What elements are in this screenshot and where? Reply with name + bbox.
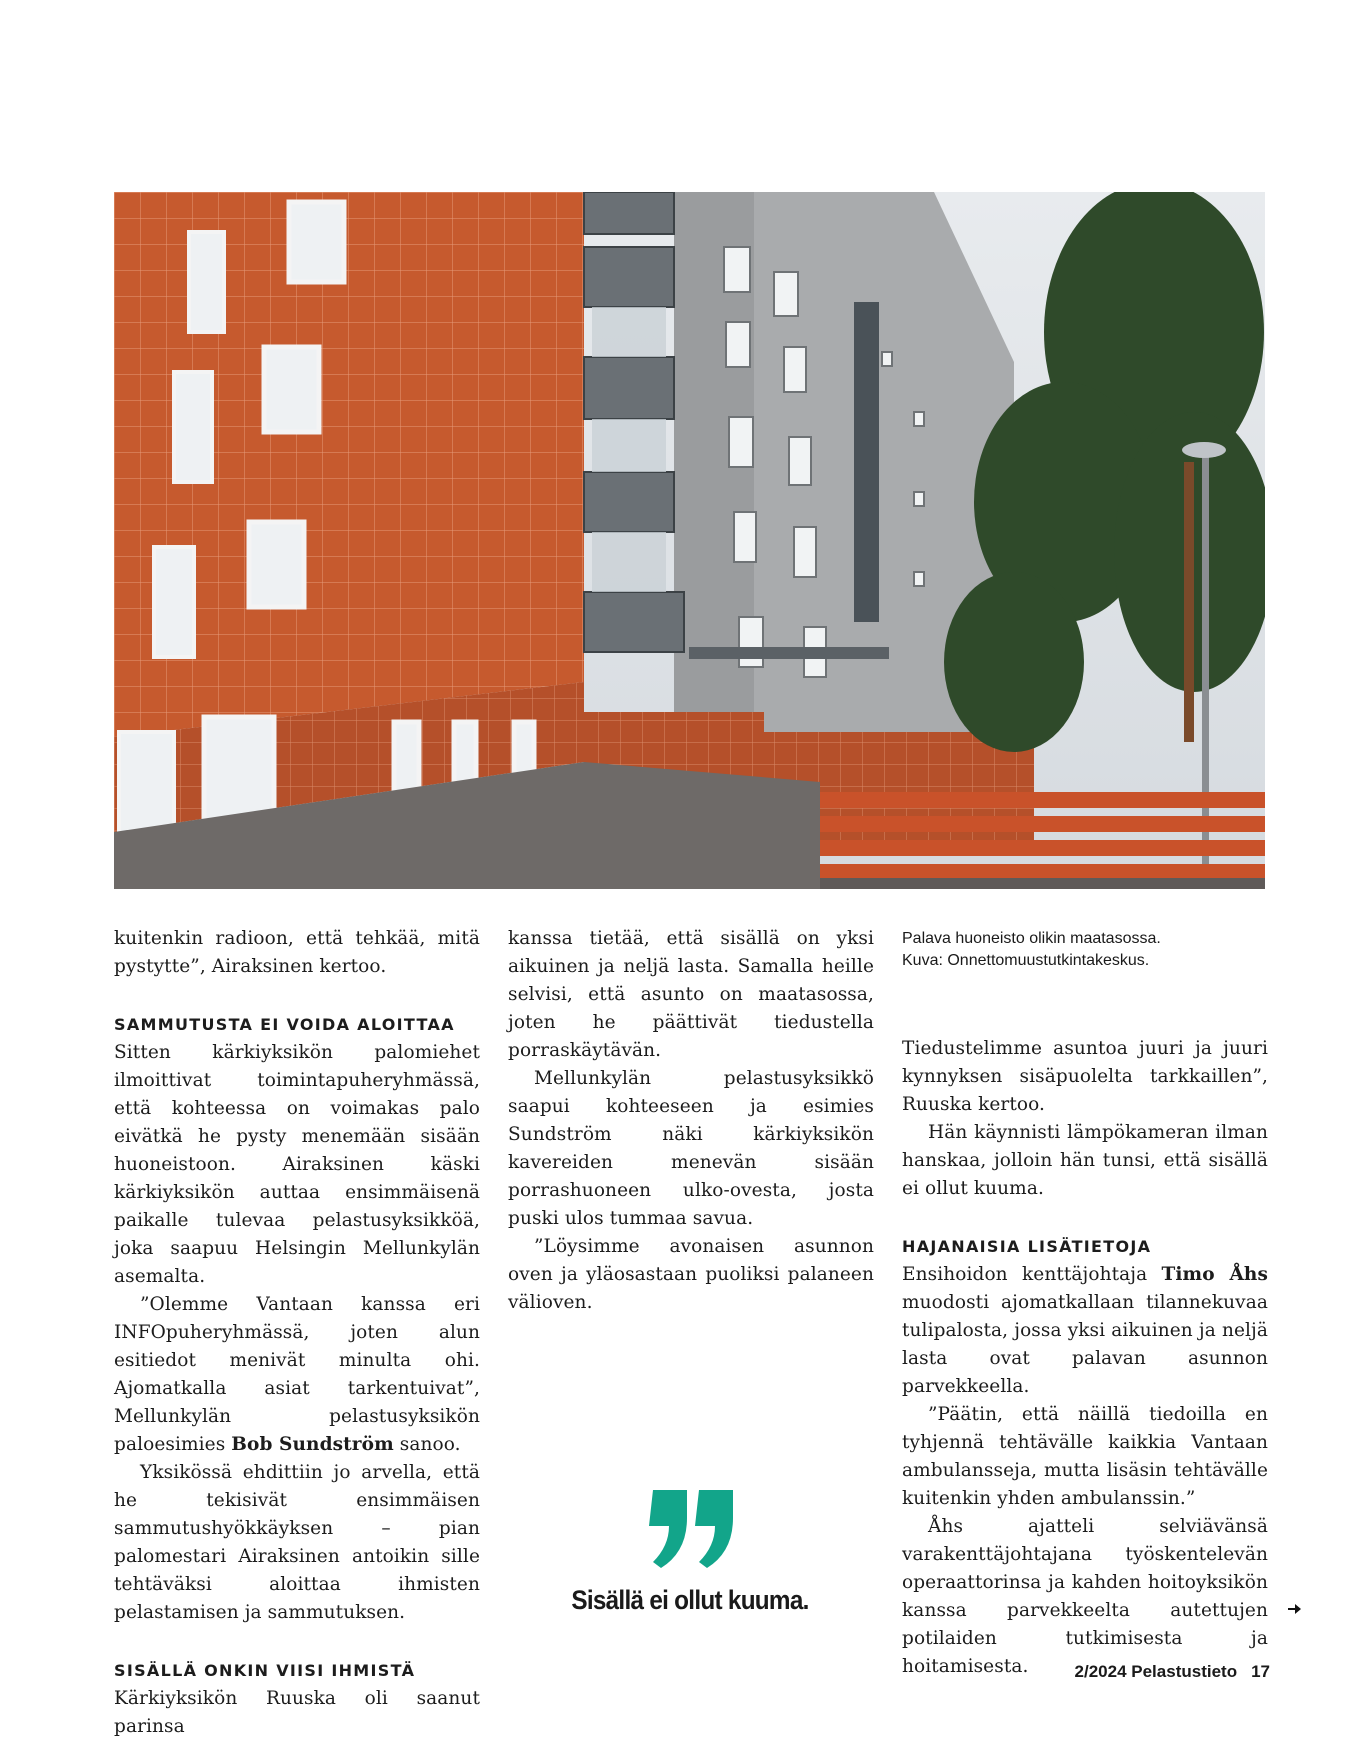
paragraph: kanssa tietää, että sisällä on yksi aikuinen ja neljä lasta. Samalla heille selvisi, että asunto on maatasossa, joten he päättivät tiedustella porraskäytävän.: [508, 928, 874, 1061]
person-name: Timo Åhs: [1161, 1264, 1268, 1285]
subheading: HAJANAISIA LISÄTIETOJA: [902, 1237, 1152, 1256]
paragraph: Tiedustelimme asuntoa juuri ja juuri kynnyksen sisäpuolelta tarkkaillen”, Ruuska kertoo.: [902, 1038, 1268, 1115]
paragraph: Yksikössä ehdittiin jo arvella, että he tekisivät ensimmäisen sammutushyökkäyksen – pian palomestari Airaksinen antoikin sille tehtäväksi aloittaa ihmisten pelastamisen ja sammutuksen.: [114, 1462, 480, 1623]
paragraph: ”Olemme Vantaan kanssa eri INFOpuheryhmässä, joten alun esitiedot menivät minulta ohi. Ajomatkalla asiat tarkentuivat”, Mellunkylän pelastusyksikön paloesimies Bob Sundström sanoo.: [114, 1294, 480, 1455]
paragraph: kuitenkin radioon, että tehkää, mitä pystytte”, Airaksinen kertoo.: [114, 928, 480, 977]
pull-quote: Sisällä ei ollut kuuma.: [571, 1585, 809, 1615]
continue-arrow-icon: [1287, 1601, 1303, 1617]
photo-caption: [902, 928, 1272, 972]
article-column-2: [508, 925, 874, 1317]
subheading: SAMMUTUSTA EI VOIDA ALOITTAA: [114, 1015, 455, 1034]
article-photo: [114, 192, 1265, 889]
person-name: Bob Sundström: [231, 1434, 394, 1455]
article-column-3: [902, 1035, 1268, 1681]
page-number: 17: [1251, 1662, 1270, 1681]
caption-text: Palava huoneisto olikin maatasossa.: [902, 930, 1161, 947]
paragraph: ”Löysimme avonaisen asunnon oven ja yläosastaan puoliksi palaneen välioven.: [508, 1236, 874, 1313]
paragraph: Ensihoidon kenttäjohtaja Timo Åhs muodosti ajomatkallaan tilannekuvaa tulipalosta, jossa yksi aikuinen ja neljä lasta ovat palavan asunnon parvekkeella.: [902, 1264, 1268, 1397]
paragraph: Mellunkylän pelastusyksikkö saapui kohteeseen ja esimies Sundström näki kärkiyksikön kavereiden menevän sisään porrashuoneen ulko-ovesta, josta puski ulos tummaa savua.: [508, 1068, 874, 1229]
paragraph: Hän käynnisti lämpökameran ilman hanskaa, jolloin hän tunsi, että sisällä ei ollut kuuma.: [902, 1122, 1268, 1199]
paragraph: Åhs ajatteli selviävänsä varakenttäjohtajana työskentelevän operaattorinsa ja kahden hoitoyksikön kanssa parvekkeelta autettujen potilaiden tutkimisesta ja hoitamisesta.: [902, 1516, 1268, 1677]
issue-label: 2/2024 Pelastustieto: [1074, 1662, 1238, 1681]
subheading: SISÄLLÄ ONKIN VIISI IHMISTÄ: [114, 1661, 416, 1680]
paragraph: Sitten kärkiyksikön palomiehet ilmoittivat toimintapuheryhmässä, että kohteessa on voimakas palo eivätkä he pysty menemään sisään huoneistoon. Airaksinen käski kärkiyksikön auttaa ensimmäisenä paikalle tulevaa pelastusyksikköä, joka saapuu Helsingin Mellunkylän asemalta.: [114, 1042, 480, 1287]
caption-credit: Kuva: Onnettomuustutkintakeskus.: [902, 952, 1150, 969]
paragraph: ”Päätin, että näillä tiedoilla en tyhjennä tehtävälle kaikkia Vantaan ambulansseja, mutta lisäsin tehtävälle kuitenkin yhden ambulanssin.”: [902, 1404, 1268, 1509]
quote-mark-icon: [643, 1490, 738, 1570]
article-column-1: [114, 925, 480, 1741]
building-photo-illustration: [114, 192, 1265, 889]
paragraph: Kärkiyksikön Ruuska oli saanut parinsa: [114, 1688, 480, 1737]
page-footer: [1075, 1662, 1270, 1682]
